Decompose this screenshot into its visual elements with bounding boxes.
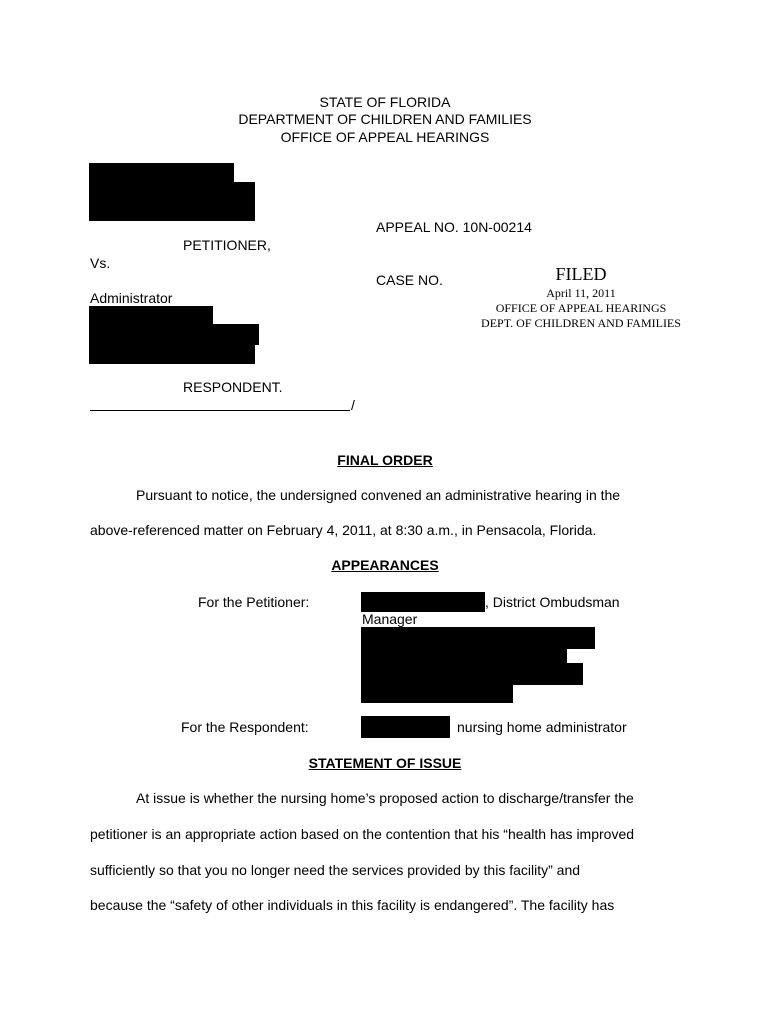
appeal-number: APPEAL NO. 10N-00214 [376, 219, 532, 235]
case-number-label: CASE NO. [376, 272, 443, 288]
redaction-block [361, 648, 567, 664]
body-paragraph: Pursuant to notice, the undersigned convened an administrative hearing in the [136, 487, 621, 503]
filed-stamp-dept: DEPT. OF CHILDREN AND FAMILIES [481, 316, 681, 330]
filed-stamp-date: April 11, 2011 [546, 286, 616, 300]
petitioner-label: PETITIONER, [183, 237, 271, 253]
petitioner-appearance-label: For the Petitioner: [198, 594, 310, 610]
section-heading-statement-of-issue: STATEMENT OF ISSUE [308, 755, 462, 771]
redaction-block [361, 716, 450, 738]
header-office: OFFICE OF APPEAL HEARINGS [280, 129, 490, 145]
petitioner-appearance-title-cont: Manager [362, 611, 418, 627]
redaction-block [361, 663, 583, 685]
redaction-block [89, 306, 213, 326]
filed-stamp-title: FILED [555, 264, 607, 284]
body-paragraph: above-referenced matter on February 4, 2011, at 8:30 a.m., in Pensacola, Florida. [90, 522, 597, 538]
body-paragraph: because the “safety of other individuals in this facility is endangered”. The facility has [90, 897, 615, 913]
redaction-block [89, 201, 255, 221]
redaction-block [89, 344, 255, 364]
caption-rule [90, 410, 350, 411]
redaction-block [361, 684, 513, 703]
respondent-appearance-role: nursing home administrator [457, 719, 627, 735]
respondent-appearance-label: For the Respondent: [181, 719, 309, 735]
respondent-title: Administrator [90, 290, 173, 306]
section-heading-appearances: APPEARANCES [331, 557, 439, 573]
petitioner-appearance-title: , District Ombudsman [485, 594, 620, 610]
body-paragraph: At issue is whether the nursing home’s proposed action to discharge/transfer the [136, 790, 634, 806]
redaction-block [89, 163, 234, 183]
header-state: STATE OF FLORIDA [319, 94, 451, 110]
body-paragraph: petitioner is an appropriate action based on the contention that his “health has improved [90, 826, 635, 842]
header-department: DEPARTMENT OF CHILDREN AND FAMILIES [238, 111, 532, 127]
body-paragraph: sufficiently so that you no longer need the services provided by this facility” and [90, 862, 581, 878]
versus-label: Vs. [90, 255, 111, 271]
redaction-block [89, 324, 259, 345]
redaction-block [361, 627, 595, 649]
caption-slash: / [351, 397, 355, 413]
section-heading-final-order: FINAL ORDER [337, 452, 433, 468]
redaction-block [89, 182, 255, 202]
respondent-label: RESPONDENT. [183, 379, 283, 395]
redaction-block [361, 592, 485, 612]
filed-stamp-office: OFFICE OF APPEAL HEARINGS [495, 301, 667, 315]
